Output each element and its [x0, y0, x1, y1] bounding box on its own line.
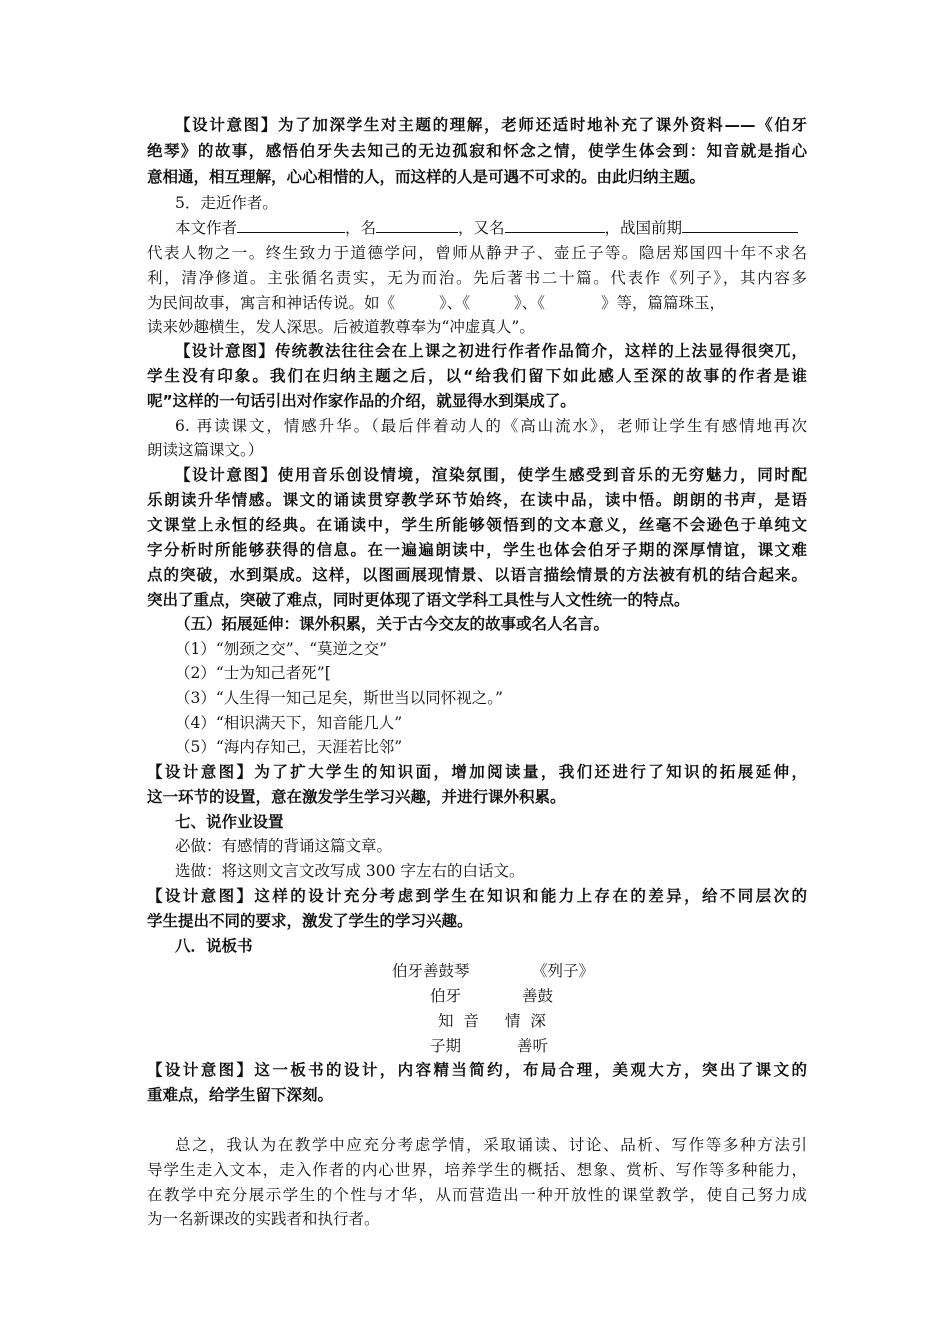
- list-item: （3）“人生得一知己足矣，斯世当以同怀视之。”: [175, 689, 503, 707]
- list-item: （5）“海内存知己，天涯若比邻”: [175, 738, 403, 756]
- blank-school: [682, 218, 798, 233]
- board-text: 《列子》: [532, 962, 595, 980]
- design-intent-paragraph: 重难点，给学生留下深刻。: [147, 1086, 334, 1104]
- fill-label: 本文作者: [175, 219, 238, 237]
- design-intent-paragraph: 【设计意图】为了扩大学生的知识面，增加阅读量，我们还进行了知识的拓展延伸，: [147, 763, 807, 781]
- board-text: 知 音: [438, 1012, 479, 1030]
- board-text: 子期: [430, 1037, 462, 1055]
- design-intent-paragraph: 【设计意图】使用音乐创设情境，渲染氛围，使学生感受到音乐的无穷魅力，同时配: [175, 466, 807, 484]
- design-intent-paragraph: 意相通，相互理解，心心相惜的人，而这样的人是可遇不可求的。由此归纳主题。: [147, 168, 706, 186]
- list-item: （4）“相识满天下，知音能几人”: [175, 714, 403, 732]
- homework-optional: 选做：将这则文言文改写成 300 字左右的白话文。: [175, 862, 525, 880]
- design-intent-paragraph: 乐朗读升华情感。课文的诵读贯穿教学环节始终，在读中品，读中悟。朗朗的书声，是语: [147, 491, 807, 509]
- design-intent-paragraph: 字分析时所能够获得的信息。在一遍遍朗读中，学生也体会伯牙子期的深厚情谊，课文难: [147, 541, 807, 559]
- design-intent-paragraph: 绝琴》的故事，感悟伯牙失去知己的无边孤寂和怀念之情，使学生体会到：知音就是指心: [147, 142, 807, 160]
- design-intent-paragraph: 【设计意图】这样的设计充分考虑到学生在知识和能力上存在的差异，给不同层次的: [147, 887, 807, 905]
- homework-required: 必做：有感情的背诵这篇文章。: [175, 837, 393, 855]
- design-intent-paragraph: 点的突破，水到渠成。这样，以图画展现情景、以语言描绘情景的方法被有机的结合起来。: [147, 566, 807, 584]
- conclusion-paragraph: 为一名新课改的实践者和执行者。: [147, 1210, 380, 1228]
- step-heading: 5．走近作者。: [175, 194, 278, 212]
- body-text: 利，清净修道。主张循名责实，无为而治。先后著书二十篇。代表作《列子》，其内容多: [147, 269, 807, 287]
- fill-label: ，战国前期: [604, 219, 683, 237]
- board-text: 情 深: [505, 1012, 546, 1030]
- conclusion-paragraph: 在教学中充分展示学生的个性与才华，从而营造出一种开放性的课堂教学，使自己努力成: [147, 1186, 807, 1204]
- design-intent-paragraph: 突出了重点，突破了难点，同时更体现了语文学科工具性与人文性统一的特点。: [147, 591, 690, 609]
- list-item: （2）“士为知己者死”[: [175, 664, 331, 682]
- list-item: （1）“刎颈之交”、“莫逆之交”: [175, 640, 388, 658]
- design-intent-paragraph: 【设计意图】为了加深学生对主题的理解，老师还适时地补充了课外资料——《伯牙: [175, 116, 807, 134]
- fill-label: ，名: [345, 219, 377, 237]
- design-intent-paragraph: 呢”这样的一句话引出对作家作品的介绍，就显得水到渠成了。: [147, 392, 576, 410]
- blank-author: [237, 218, 345, 233]
- design-intent-paragraph: 这一环节的设置，意在激发学生学习兴趣，并进行课外积累。: [147, 788, 566, 806]
- section-heading: 七、说作业设置: [175, 813, 284, 831]
- body-text: 朗读这篇课文。）: [147, 441, 264, 459]
- blank-name: [376, 218, 458, 233]
- conclusion-paragraph: 导学生走入文本，走入作者的内心世界，培养学生的概括、想象、赏析、写作等多种能力，: [147, 1161, 807, 1179]
- step-heading: 6. 再读课文，情感升华。（最后伴着动人的《高山流水》，老师让学生有感情地再次: [175, 417, 807, 435]
- body-text: 读来妙趣横生，发人深思。后被道教尊奉为“冲虚真人”。: [147, 318, 535, 336]
- board-text: 善听: [517, 1037, 549, 1055]
- design-intent-paragraph: 学生没有印象。我们在归纳主题之后，以“给我们留下如此感人至深的故事的作者是谁: [147, 367, 807, 385]
- fill-in-line: [175, 216, 798, 240]
- blank-alias: [505, 218, 605, 233]
- board-text: 伯牙: [430, 987, 462, 1005]
- design-intent-paragraph: 【设计意图】这一板书的设计，内容精当简约，布局合理，美观大方，突出了课文的: [147, 1061, 807, 1079]
- body-text: 代表人物之一。终生致力于道德学问，曾师从静尹子、壶丘子等。隐居郑国四十年不求名: [147, 244, 807, 262]
- conclusion-paragraph: 总之，我认为在教学中应充分考虑学情，采取诵读、讨论、品析、写作等多种方法引: [175, 1136, 807, 1154]
- section-heading: （五）拓展延伸：课外积累，关于古今交友的故事或名人名言。: [175, 615, 610, 633]
- board-text: 伯牙善鼓琴: [392, 962, 470, 980]
- design-intent-paragraph: 【设计意图】传统教法往往会在上课之初进行作者作品简介，这样的上法显得很突兀，: [175, 342, 807, 360]
- works-line: 为民间故事，寓言和神话传说。如《 》、《 》、《 》等，篇篇珠玉，: [147, 294, 726, 312]
- design-intent-paragraph: 文课堂上永恒的经典。在诵读中，学生所能够领悟到的文本意义，丝毫不会逊色于单纯文: [147, 516, 807, 534]
- section-heading: 八．说板书: [175, 937, 253, 955]
- fill-label: ，又名: [458, 219, 505, 237]
- design-intent-paragraph: 学生提出不同的要求，激发了学生的学习兴趣。: [147, 912, 473, 930]
- board-text: 善鼓: [522, 987, 554, 1005]
